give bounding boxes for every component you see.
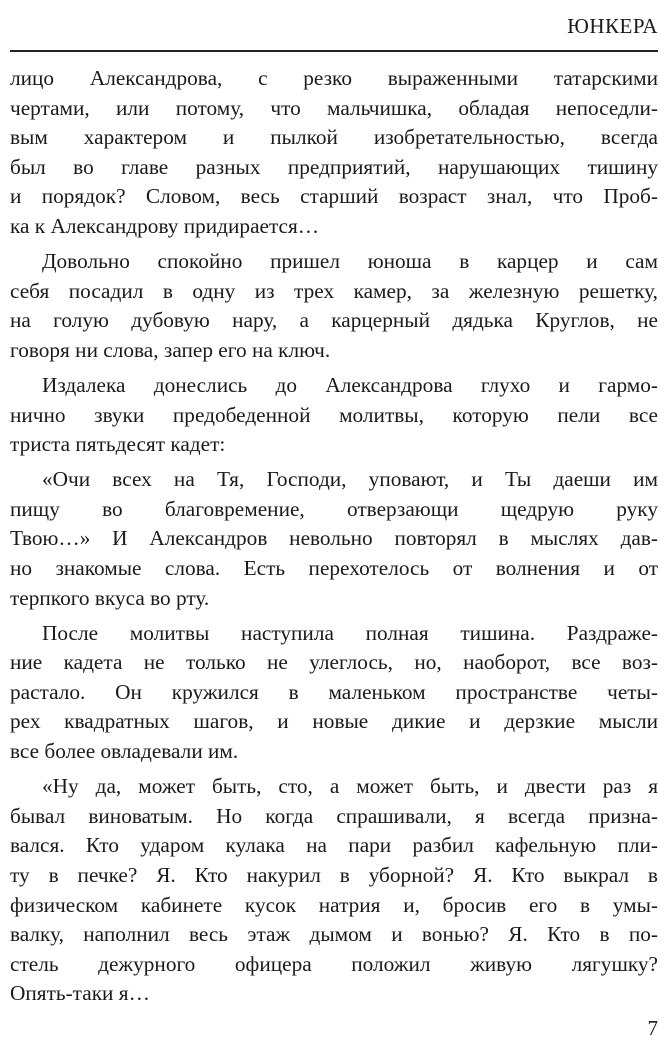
paragraph bbox=[10, 247, 658, 365]
text-line: Твою…» И Александров невольно повторял в мыслях дав- bbox=[10, 526, 658, 551]
text-line: Опять-таки я… bbox=[10, 981, 150, 1006]
text-line: но знакомые слова. Есть перехотелось от волнения и от bbox=[10, 556, 658, 580]
text-line: «Очи всех на Тя, Господи, уповают, и Ты даеши им bbox=[42, 467, 658, 492]
text-line: на голую дубовую нару, а карцерный дядька Круглов, не bbox=[10, 308, 658, 333]
text-line: Довольно спокойно пришел юноша в карцер и сам bbox=[42, 249, 658, 274]
running-head: ЮНКЕРА bbox=[567, 14, 658, 38]
text-line: Издалека донеслись до Александрова глухо и гармо- bbox=[42, 372, 658, 397]
text-line: лицо Александрова, с резко выраженными татарскими bbox=[10, 66, 658, 90]
text-line: ка к Александрову придирается… bbox=[10, 213, 320, 238]
text-line: говоря ни слова, запер его на ключ. bbox=[10, 337, 331, 362]
paragraph bbox=[10, 64, 658, 242]
text-line: триста пятьдесят кадет: bbox=[10, 432, 226, 457]
paragraph bbox=[10, 371, 658, 460]
page-number: 7 bbox=[647, 1016, 658, 1040]
text-line: вым характером и пылкой изобретательностью, всегда bbox=[10, 125, 658, 150]
text-line: нично звуки предобеденной молитвы, которую пели все bbox=[10, 402, 658, 427]
text-line: вался. Кто ударом кулака на пари разбил кафельную пли- bbox=[10, 833, 658, 858]
text-line: стель дежурного офицера положил живую лягушку? bbox=[10, 951, 658, 976]
paragraph bbox=[10, 772, 658, 1009]
paragraph bbox=[10, 619, 658, 767]
text-line: ту в печке? Я. Кто накурил в уборной? Я. Кто выкрал в bbox=[10, 862, 658, 887]
body-text bbox=[10, 64, 658, 1014]
text-line: «Ну да, может быть, сто, а может быть, и двести раз я bbox=[42, 774, 658, 799]
text-line: пищу во благовремение, отверзающи щедрую руку bbox=[10, 496, 658, 521]
text-line: себя посадил в одну из трех камер, за железную решетку, bbox=[10, 278, 658, 303]
text-line: растало. Он кружился в маленьком пространстве четы- bbox=[10, 679, 658, 704]
header-rule bbox=[10, 50, 658, 52]
text-line: был во главе разных предприятий, нарушающих тишину bbox=[10, 154, 658, 179]
text-line: ние кадета не только не улеглось, но, наоборот, все воз- bbox=[10, 650, 658, 675]
text-line: и порядок? Словом, весь старший возраст знал, что Проб- bbox=[10, 184, 658, 209]
paragraph bbox=[10, 465, 658, 613]
text-line: чертами, или потому, что мальчишка, обладая непоседли- bbox=[10, 95, 658, 120]
text-line: валку, наполнил весь этаж дымом и вонью? Я. Кто в по- bbox=[10, 922, 658, 947]
text-line: бывал виноватым. Но когда спрашивали, я всегда призна- bbox=[10, 803, 658, 828]
text-line: терпкого вкуса во рту. bbox=[10, 585, 210, 610]
text-line: все более овладевали им. bbox=[10, 739, 239, 764]
text-line: физическом кабинете кусок натрия и, бросив его в умы- bbox=[10, 892, 658, 917]
text-line: После молитвы наступила полная тишина. Раздраже- bbox=[42, 620, 658, 645]
text-line: рех квадратных шагов, и новые дикие и дерзкие мысли bbox=[10, 709, 658, 734]
